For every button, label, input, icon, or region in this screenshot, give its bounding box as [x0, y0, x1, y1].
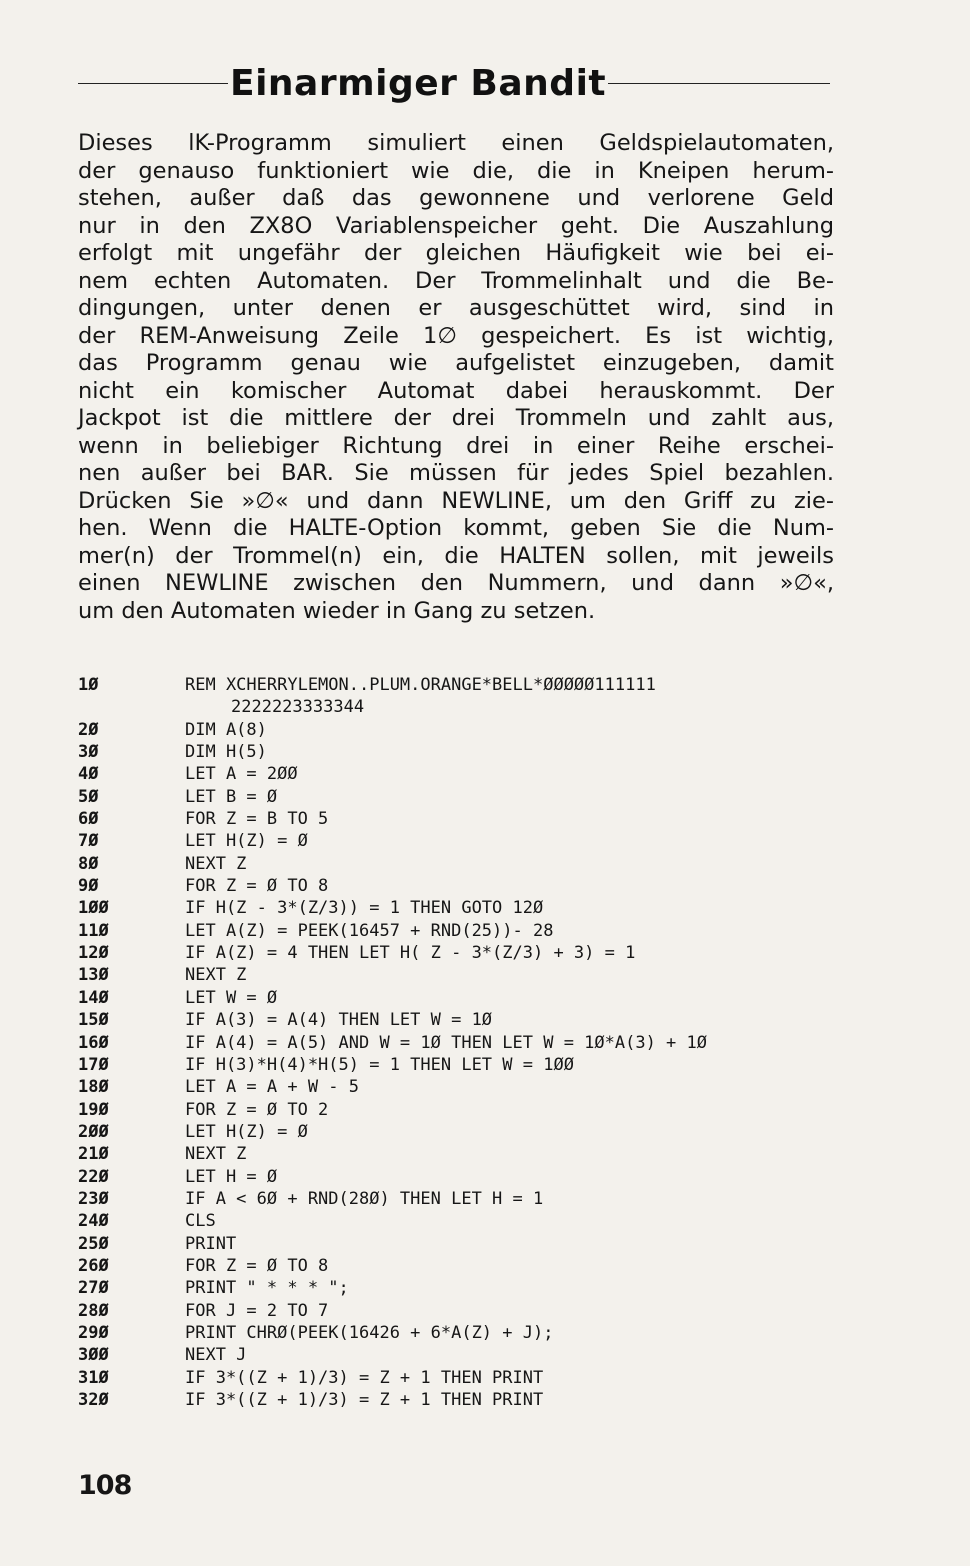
paragraph-line: Jackpot ist die mittlere der drei Trommeln und zahlt aus,: [78, 405, 834, 431]
line-code: IF 3*((Z + 1)/3) = Z + 1 THEN PRINT: [185, 1367, 544, 1388]
paragraph-line: wenn in beliebiger Richtung drei in einer Reihe erschei-: [78, 432, 834, 459]
listing-line: [78, 1009, 878, 1031]
line-code: LET A = A + W - 5: [185, 1077, 359, 1098]
line-number: 8Ø: [78, 853, 99, 874]
paragraph-line: das Programm genau wie aufgelistet einzugeben, damit: [78, 350, 834, 376]
line-code: 2222223333344: [231, 697, 365, 718]
listing-line: [78, 830, 878, 852]
paragraph-line: der genauso funktioniert wie die, die in Kneipen herum-: [78, 157, 834, 184]
line-number: 13Ø: [78, 965, 109, 986]
line-code: FOR Z = Ø TO 8: [185, 876, 329, 897]
line-code: LET A(Z) = PEEK(16457 + RND(25))- 28: [185, 920, 554, 941]
line-code: REM XCHERRYLEMON..PLUM.ORANGE*BELL*ØØØØØ111111: [185, 675, 656, 695]
line-number: 6Ø: [78, 809, 99, 830]
paragraph-line: Dieses lK-Programm simuliert einen Geldspielautomaten,: [78, 130, 834, 156]
paragraph-line: erfolgt mit ungefähr der gleichen Häufigkeit wie bei ei-: [78, 240, 834, 266]
listing-line: [78, 920, 878, 942]
line-number: 19Ø: [78, 1099, 109, 1120]
paragraph-line: hen. Wenn die HALTE-Option kommt, geben Sie die Num-: [78, 515, 834, 541]
listing-line: [78, 763, 878, 785]
listing-line: [78, 1188, 878, 1210]
line-number: 9Ø: [78, 876, 99, 897]
line-number: 23Ø: [78, 1188, 109, 1209]
paragraph-line: nicht ein komischer Automat dabei herauskommt. Der: [78, 377, 834, 404]
line-code: PRINT " * * * ";: [185, 1278, 349, 1299]
line-code: NEXT Z: [185, 1144, 247, 1165]
paragraph-line: nen außer bei BAR. Sie müssen für jedes Spiel bezahlen.: [78, 460, 834, 486]
listing-line: [78, 719, 878, 741]
listing-line: [78, 853, 878, 875]
line-code: DIM H(5): [185, 742, 267, 763]
paragraph-line: mer(n) der Trommel(n) ein, die HALTEN sollen, mit jeweils: [78, 542, 834, 569]
listing-line: [78, 1076, 878, 1098]
intro-paragraph: [78, 130, 834, 625]
listing-line: [78, 1322, 878, 1344]
line-code: IF A < 6Ø + RND(28Ø) THEN LET H = 1: [185, 1188, 544, 1209]
paragraph-line: Drücken Sie »∅« und dann NEWLINE, um den Griff zu zie-: [78, 487, 834, 514]
line-number: 15Ø: [78, 1010, 109, 1031]
paragraph-line: stehen, außer daß das gewonnene und verlorene Geld: [78, 185, 834, 211]
line-number: 24Ø: [78, 1211, 109, 1232]
line-code: LET H = Ø: [185, 1166, 278, 1187]
line-code: LET A = 2ØØ: [185, 764, 298, 785]
line-number: [78, 696, 185, 718]
line-number: 29Ø: [78, 1322, 109, 1343]
line-number: 5Ø: [78, 786, 99, 807]
line-code: FOR Z = Ø TO 2: [185, 1099, 329, 1120]
line-number: 3ØØ: [78, 1345, 109, 1366]
line-number: 25Ø: [78, 1233, 109, 1254]
listing-line: [78, 1389, 878, 1411]
line-code: IF H(3)*H(4)*H(5) = 1 THEN LET W = 1ØØ: [185, 1054, 574, 1075]
line-number: 1Ø: [78, 675, 99, 695]
line-number: 11Ø: [78, 920, 109, 941]
line-code: IF 3*((Z + 1)/3) = Z + 1 THEN PRINT: [185, 1390, 544, 1410]
line-number: 16Ø: [78, 1032, 109, 1053]
listing-line: [78, 741, 878, 763]
line-code: NEXT J: [185, 1345, 247, 1366]
line-code: IF A(4) = A(5) AND W = 1Ø THEN LET W = 1Ø*A(3) + 1Ø: [185, 1032, 707, 1053]
line-code: FOR Z = B TO 5: [185, 809, 329, 830]
listing-line: [78, 1255, 878, 1277]
title-row: [78, 58, 830, 108]
line-number: 4Ø: [78, 764, 99, 785]
line-code: DIM A(8): [185, 719, 267, 740]
line-code: PRINT: [185, 1233, 237, 1254]
title-rule-left: [78, 83, 228, 84]
listing-line: [78, 987, 878, 1009]
paragraph-line: einen NEWLINE zwischen den Nummern, und dann »∅«,: [78, 570, 834, 596]
listing-line: [78, 1344, 878, 1366]
listing-line: [78, 1054, 878, 1076]
line-number: 2ØØ: [78, 1121, 109, 1142]
line-code: IF A(Z) = 4 THEN LET H( Z - 3*(Z/3) + 3) = 1: [185, 943, 636, 964]
line-number: 2Ø: [78, 719, 99, 740]
listing-line: [78, 1367, 878, 1389]
page-title: Einarmiger Bandit: [230, 62, 607, 104]
line-number: 3Ø: [78, 742, 99, 763]
listing-line: [78, 808, 878, 830]
line-number: 22Ø: [78, 1166, 109, 1187]
listing-line: [78, 897, 878, 919]
listing-line: [78, 1300, 878, 1322]
basic-program-listing: [78, 674, 878, 1411]
line-code: LET B = Ø: [185, 786, 278, 807]
listing-line: [78, 786, 878, 808]
line-code: PRINT CHRØ(PEEK(16426 + 6*A(Z) + J);: [185, 1322, 554, 1343]
line-code: NEXT Z: [185, 965, 247, 986]
line-number: 31Ø: [78, 1367, 109, 1388]
listing-line: [78, 1121, 878, 1143]
page-number: 108: [78, 1470, 132, 1501]
listing-line: [78, 1143, 878, 1165]
listing-line: [78, 875, 878, 897]
line-code: IF A(3) = A(4) THEN LET W = 1Ø: [185, 1010, 493, 1031]
line-code: CLS: [185, 1211, 216, 1232]
line-number: 28Ø: [78, 1300, 109, 1321]
paragraph-line: der REM-Anweisung Zeile 1∅ gespeichert. Es ist wichtig,: [78, 322, 834, 349]
paragraph-line: nur in den ZX8O Variablenspeicher geht. Die Auszahlung: [78, 212, 834, 239]
listing-line: [78, 1166, 878, 1188]
line-number: 27Ø: [78, 1278, 109, 1299]
line-number: 7Ø: [78, 831, 99, 852]
line-number: 26Ø: [78, 1255, 109, 1276]
listing-line: [78, 1099, 878, 1121]
listing-line: [78, 696, 878, 718]
line-number: 1ØØ: [78, 898, 109, 919]
line-code: NEXT Z: [185, 853, 247, 874]
line-code: IF H(Z - 3*(Z/3)) = 1 THEN GOTO 12Ø: [185, 898, 544, 919]
listing-line: [78, 942, 878, 964]
paragraph-line: nem echten Automaten. Der Trommelinhalt und die Be-: [78, 267, 834, 294]
line-code: FOR J = 2 TO 7: [185, 1300, 329, 1321]
paragraph-line: dingungen, unter denen er ausgeschüttet wird, sind in: [78, 295, 834, 321]
listing-line: [78, 964, 878, 986]
listing-line: [78, 674, 878, 696]
line-code: LET H(Z) = Ø: [185, 831, 308, 852]
listing-line: [78, 1210, 878, 1232]
line-code: LET W = Ø: [185, 987, 278, 1008]
line-number: 32Ø: [78, 1390, 109, 1410]
line-number: 12Ø: [78, 943, 109, 964]
line-number: 14Ø: [78, 987, 109, 1008]
listing-line: [78, 1277, 878, 1299]
line-number: 17Ø: [78, 1054, 109, 1075]
line-code: FOR Z = Ø TO 8: [185, 1255, 329, 1276]
title-rule-right: [608, 83, 830, 84]
paragraph-line: um den Automaten wieder in Gang zu setzen.: [78, 597, 596, 624]
listing-line: [78, 1032, 878, 1054]
line-code: LET H(Z) = Ø: [185, 1121, 308, 1142]
line-number: 18Ø: [78, 1077, 109, 1098]
line-number: 21Ø: [78, 1144, 109, 1165]
listing-line: [78, 1233, 878, 1255]
